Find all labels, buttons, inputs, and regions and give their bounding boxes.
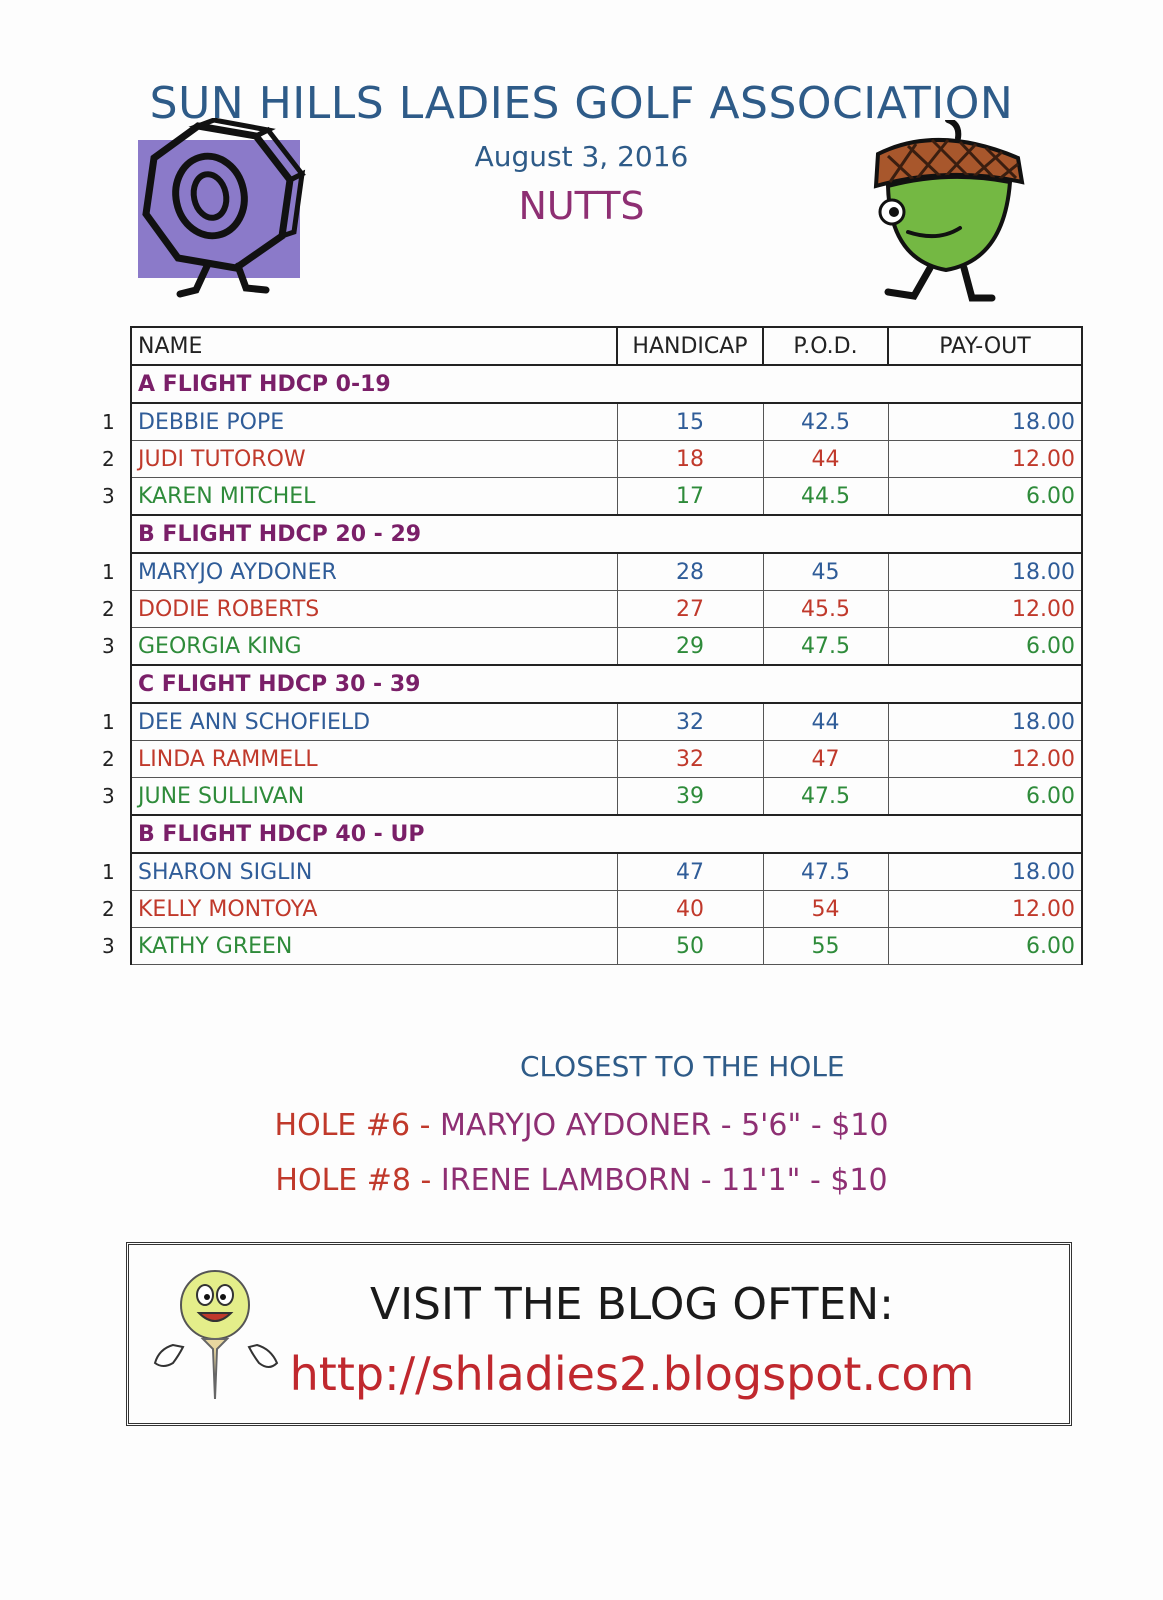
table-row — [131, 778, 1082, 816]
place-number: 2 — [102, 747, 115, 771]
pod-cell: 45.5 — [763, 591, 888, 628]
table-row — [131, 553, 1082, 591]
table-row — [131, 591, 1082, 628]
player-name-cell — [102, 891, 617, 928]
flight-label: C FLIGHT HDCP 30 - 39 — [131, 665, 1082, 703]
handicap-cell: 40 — [617, 891, 763, 928]
player-name-cell — [102, 553, 617, 591]
flight-label: B FLIGHT HDCP 20 - 29 — [131, 515, 1082, 553]
pod-cell: 54 — [763, 891, 888, 928]
payout-cell: 18.00 — [888, 853, 1082, 891]
place-number: 2 — [102, 897, 115, 921]
flight-label: B FLIGHT HDCP 40 - UP — [131, 815, 1082, 853]
pod-cell: 42.5 — [763, 403, 888, 441]
table-row — [131, 741, 1082, 778]
player-name-cell — [102, 778, 617, 816]
hole-label: HOLE #8 - — [275, 1163, 441, 1198]
column-header-name: NAME — [131, 327, 617, 365]
player-name: SHARON SIGLIN — [138, 859, 313, 885]
player-name-cell — [102, 703, 617, 741]
payout-cell: 6.00 — [888, 928, 1082, 965]
event-name: NUTTS — [518, 184, 645, 228]
payout-cell: 12.00 — [888, 891, 1082, 928]
payout-cell: 18.00 — [888, 703, 1082, 741]
table-header-row — [131, 327, 1082, 365]
closest-entry-hole-6 — [0, 1108, 1163, 1143]
payout-cell: 18.00 — [888, 553, 1082, 591]
table-row — [131, 891, 1082, 928]
results-table — [102, 326, 1083, 965]
player-name-cell — [102, 928, 617, 965]
player-name: JUDI TUTOROW — [138, 446, 306, 472]
flight-header-row — [131, 365, 1082, 403]
handicap-cell: 18 — [617, 441, 763, 478]
pod-cell: 55 — [763, 928, 888, 965]
player-name-cell — [102, 478, 617, 516]
pod-cell: 47.5 — [763, 853, 888, 891]
place-number: 2 — [102, 447, 115, 471]
payout-cell: 12.00 — [888, 591, 1082, 628]
player-name: DODIE ROBERTS — [138, 596, 320, 622]
player-name: JUNE SULLIVAN — [138, 783, 305, 809]
pod-cell: 44 — [763, 441, 888, 478]
flight-header-row — [131, 665, 1082, 703]
table-row — [131, 403, 1082, 441]
player-name-cell — [102, 628, 617, 666]
player-name-cell — [102, 741, 617, 778]
handicap-cell: 17 — [617, 478, 763, 516]
place-number: 1 — [102, 710, 115, 734]
blog-url-link[interactable]: http://shladies2.blogspot.com — [289, 1347, 975, 1401]
player-name: KATHY GREEN — [138, 933, 293, 959]
place-number: 3 — [102, 934, 115, 958]
hole-winner-detail: IRENE LAMBORN - 11'1" - $10 — [440, 1163, 888, 1198]
column-header-handicap: HANDICAP — [617, 327, 763, 365]
hex-nut-character-icon — [138, 118, 308, 308]
handicap-cell: 28 — [617, 553, 763, 591]
handicap-cell: 15 — [617, 403, 763, 441]
pod-cell: 47.5 — [763, 778, 888, 816]
payout-cell: 6.00 — [888, 628, 1082, 666]
handicap-cell: 39 — [617, 778, 763, 816]
payout-cell: 6.00 — [888, 478, 1082, 516]
flight-header-row — [131, 515, 1082, 553]
handicap-cell: 32 — [617, 741, 763, 778]
place-number: 3 — [102, 484, 115, 508]
pod-cell: 44.5 — [763, 478, 888, 516]
player-name: LINDA RAMMELL — [138, 746, 318, 772]
handicap-cell: 50 — [617, 928, 763, 965]
acorn-character-icon — [868, 120, 1038, 315]
blog-prompt: VISIT THE BLOG OFTEN: — [369, 1279, 895, 1330]
handicap-cell: 47 — [617, 853, 763, 891]
pod-cell: 47.5 — [763, 628, 888, 666]
column-header-pod: P.O.D. — [763, 327, 888, 365]
player-name: DEBBIE POPE — [138, 409, 285, 435]
payout-cell: 6.00 — [888, 778, 1082, 816]
player-name-cell — [102, 853, 617, 891]
table-row — [131, 478, 1082, 516]
pod-cell: 45 — [763, 553, 888, 591]
closest-entry-hole-8 — [0, 1163, 1163, 1198]
player-name: MARYJO AYDONER — [138, 559, 337, 585]
handicap-cell: 32 — [617, 703, 763, 741]
place-number: 1 — [102, 860, 115, 884]
place-number: 1 — [102, 560, 115, 584]
column-header-payout: PAY-OUT — [888, 327, 1082, 365]
player-name: DEE ANN SCHOFIELD — [138, 709, 371, 735]
player-name: GEORGIA KING — [138, 633, 302, 659]
pod-cell: 44 — [763, 703, 888, 741]
payout-cell: 18.00 — [888, 403, 1082, 441]
player-name-cell — [102, 403, 617, 441]
hole-winner-detail: MARYJO AYDONER - 5'6" - $10 — [440, 1108, 889, 1143]
hole-label: HOLE #6 - — [274, 1108, 441, 1143]
flight-header-row — [131, 815, 1082, 853]
player-name-cell — [102, 441, 617, 478]
table-row — [131, 928, 1082, 965]
place-number: 1 — [102, 410, 115, 434]
place-number: 2 — [102, 597, 115, 621]
event-date: August 3, 2016 — [474, 140, 689, 173]
closest-to-hole-title: CLOSEST TO THE HOLE — [520, 1050, 845, 1083]
player-name: KELLY MONTOYA — [138, 896, 318, 922]
place-number: 3 — [102, 784, 115, 808]
pod-cell: 47 — [763, 741, 888, 778]
player-name-cell — [102, 591, 617, 628]
blog-banner — [126, 1242, 1072, 1426]
table-row — [131, 853, 1082, 891]
handicap-cell: 27 — [617, 591, 763, 628]
place-number: 3 — [102, 634, 115, 658]
table-row — [131, 628, 1082, 666]
payout-cell: 12.00 — [888, 741, 1082, 778]
player-name: KAREN MITCHEL — [138, 483, 316, 509]
handicap-cell: 29 — [617, 628, 763, 666]
table-row — [131, 441, 1082, 478]
table-row — [131, 703, 1082, 741]
payout-cell: 12.00 — [888, 441, 1082, 478]
flight-label: A FLIGHT HDCP 0-19 — [131, 365, 1082, 403]
page-title: SUN HILLS LADIES GOLF ASSOCIATION — [149, 78, 1014, 129]
